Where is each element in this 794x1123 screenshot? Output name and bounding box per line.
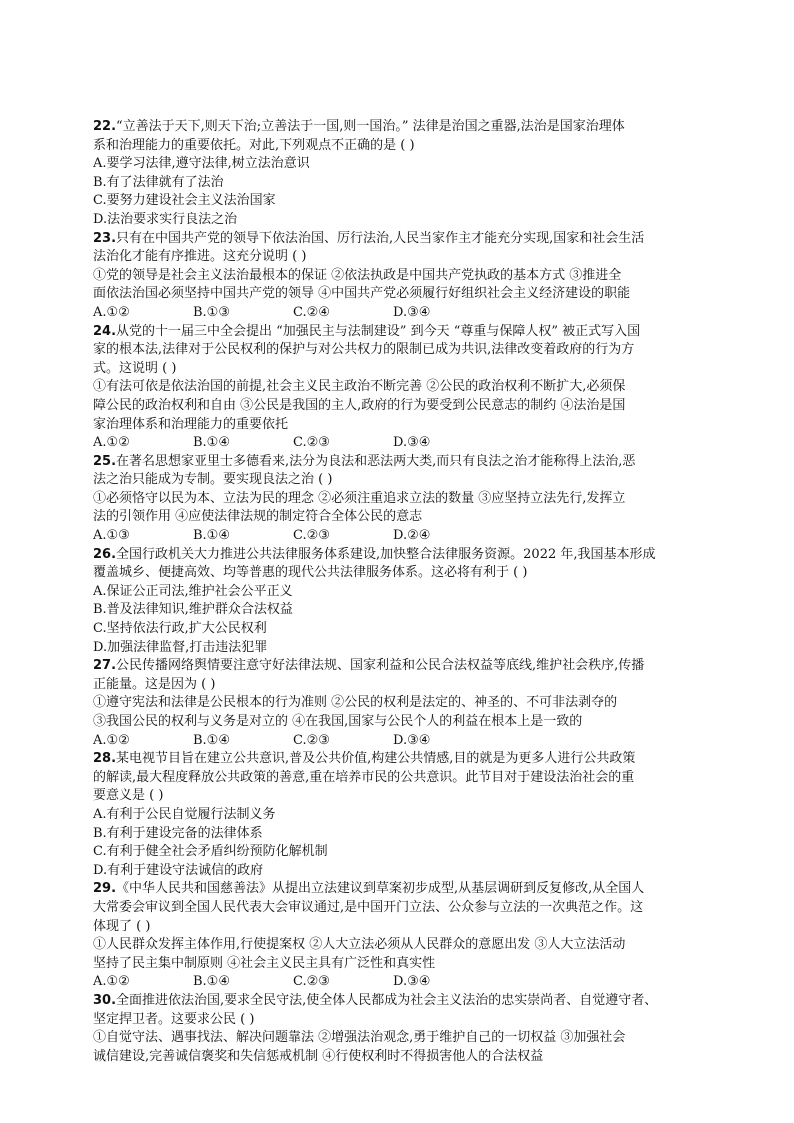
question-text: 法治化才能有序推进。这充分说明 ( ) xyxy=(93,249,307,265)
answer-option[interactable]: B.①③ xyxy=(193,304,230,320)
question-text: 障公民的政治权利和自由 ③公民是我国的主人,政府的行为要受到公民意志的制约 ④法治是国 xyxy=(93,397,626,413)
answer-option[interactable]: D.③④ xyxy=(393,974,431,990)
question-29 xyxy=(93,880,715,992)
question-line xyxy=(93,806,715,825)
question-stem-first-line xyxy=(93,546,715,565)
answer-option[interactable]: A.①② xyxy=(93,732,130,748)
question-number: 27. xyxy=(93,658,117,674)
question-text: 公民传播网络舆情要注意守好法律法规、国家利益和公民合法权益等底线,维护社会秩序,传播 xyxy=(116,658,645,674)
question-stem-first-line xyxy=(93,118,715,137)
question-line xyxy=(93,1011,715,1030)
question-line xyxy=(93,490,715,509)
question-text: 家的根本法,法律对于公民权利的保护与对公共权力的限制已成为共识,法律改变着政府的行为方 xyxy=(93,342,635,358)
question-text: C.坚持依法行政,扩大公民权利 xyxy=(93,621,267,637)
question-26 xyxy=(93,546,715,658)
question-text: 全国行政机关大力推进公共法律服务体系建设,加快整合法律服务资源。2022 年,我国基本形成 xyxy=(116,546,656,562)
answer-option[interactable]: B.①④ xyxy=(193,732,230,748)
question-line xyxy=(93,378,715,397)
question-text: A.要学习法律,遵守法律,树立法治意识 xyxy=(93,156,310,172)
question-25 xyxy=(93,453,715,546)
exam-page xyxy=(93,118,715,1066)
question-stem-first-line xyxy=(93,880,715,899)
question-line xyxy=(93,360,715,379)
question-line xyxy=(93,192,715,211)
question-text: 式。这说明 ( ) xyxy=(93,360,177,376)
answer-option[interactable]: A.①③ xyxy=(93,528,130,544)
question-text: 法的引领作用 ④应使法律法规的制定符合全体公民的意志 xyxy=(93,509,423,525)
question-text: 要意义是 ( ) xyxy=(93,788,164,804)
question-stem-first-line xyxy=(93,657,715,676)
answer-option[interactable]: D.③④ xyxy=(393,732,431,748)
question-text: 坚持了民主集中制原则 ④社会主义民主具有广泛性和真实性 xyxy=(93,955,436,971)
question-24 xyxy=(93,323,715,453)
answer-option[interactable]: B.①④ xyxy=(193,435,230,451)
question-line xyxy=(93,248,715,267)
question-line xyxy=(93,211,715,230)
question-number: 22. xyxy=(93,119,117,134)
question-30 xyxy=(93,992,715,1066)
answer-option[interactable]: C.②③ xyxy=(293,528,330,544)
question-27 xyxy=(93,657,715,750)
question-text: 正能量。这是因为 ( ) xyxy=(93,676,216,692)
answer-option[interactable]: C.②③ xyxy=(293,435,330,451)
question-line xyxy=(93,694,715,713)
answer-options xyxy=(93,732,715,751)
answer-option[interactable]: A.①② xyxy=(93,304,130,320)
question-text: ①人民群众发挥主体作用,行使提案权 ②人大立法必须从人民群众的意愿出发 ③人大立法活动 xyxy=(93,937,626,953)
question-text: ①必须恪守以民为本、立法为民的理念 ②必须注重追求立法的数量 ③应坚持立法先行,发挥立 xyxy=(93,490,626,506)
question-stem-first-line xyxy=(93,992,715,1011)
question-line xyxy=(93,601,715,620)
question-text: 诚信建设,完善诚信褒奖和失信惩戒机制 ④行使权利时不得损害他人的合法权益 xyxy=(93,1048,544,1064)
question-line xyxy=(93,285,715,304)
question-line xyxy=(93,862,715,881)
question-line xyxy=(93,769,715,788)
question-line xyxy=(93,843,715,862)
question-line xyxy=(93,267,715,286)
question-text: B.有了法律就有了法治 xyxy=(93,174,224,190)
question-line xyxy=(93,620,715,639)
question-number: 30. xyxy=(93,992,117,1008)
question-text: 面依法治国必须坚持中国共产党的领导 ④中国共产党必须履行好组织社会主义经济建设的职能 xyxy=(93,286,631,302)
question-line xyxy=(93,471,715,490)
answer-option[interactable]: C.②③ xyxy=(293,732,330,748)
question-22 xyxy=(93,118,715,230)
question-text: ③我国公民的权利与义务是对立的 ④在我国,国家与公民个人的利益在根本上是一致的 xyxy=(93,714,583,729)
question-text: 的解读,最大程度释放公共政策的善意,重在培养市民的公共意识。此节目对于建设法治社会的重 xyxy=(93,769,635,785)
question-line xyxy=(93,639,715,658)
answer-options xyxy=(93,973,715,992)
question-line xyxy=(93,918,715,937)
question-line xyxy=(93,508,715,527)
question-line xyxy=(93,1048,715,1067)
question-number: 23. xyxy=(93,230,117,246)
question-text: ①遵守宪法和法律是公民根本的行为准则 ②公民的权利是法定的、神圣的、不可非法剥夺的 xyxy=(93,695,618,711)
answer-options xyxy=(93,304,715,323)
question-text: “立善法于天下,则天下治;立善法于一国,则一国治。” 法律是治国之重器,法治是国家治理体 xyxy=(116,119,625,134)
question-text: 家治理体系和治理能力的重要依托 xyxy=(93,416,289,432)
question-text: 在著名思想家亚里士多德看来,法分为良法和恶法两大类,而只有良法之治才能称得上法治,恶 xyxy=(116,453,636,469)
question-line xyxy=(93,676,715,695)
question-text: 坚定捍卫者。这要求公民 ( ) xyxy=(93,1011,255,1027)
question-text: 全面推进依法治国,要求全民守法,使全体人民都成为社会主义法治的忠实崇尚者、自觉遵守者、 xyxy=(116,992,658,1008)
question-line xyxy=(93,341,715,360)
question-text: 体现了 ( ) xyxy=(93,918,151,934)
question-stem-first-line xyxy=(93,230,715,249)
question-line xyxy=(93,787,715,806)
answer-option[interactable]: B.①④ xyxy=(193,974,230,990)
question-text: 覆盖城乡、便捷高效、均等普惠的现代公共法律服务体系。这必将有利于 ( ) xyxy=(93,565,528,581)
answer-option[interactable]: B.①④ xyxy=(193,528,230,544)
question-number: 26. xyxy=(93,546,117,562)
question-text: 从党的十一届三中全会提出 “加强民主与法制建设” 到今天 “尊重与保障人权” 被正式写入国 xyxy=(116,323,641,339)
answer-option[interactable]: D.③④ xyxy=(393,304,431,320)
question-line xyxy=(93,825,715,844)
question-stem-first-line xyxy=(93,750,715,769)
answer-options xyxy=(93,434,715,453)
question-line xyxy=(93,583,715,602)
question-text: B.普及法律知识,维护群众合法权益 xyxy=(93,602,293,618)
question-text: D.法治要求实行良法之治 xyxy=(93,211,238,227)
answer-option[interactable]: A.①② xyxy=(93,974,130,990)
question-text: 系和治理能力的重要依托。对此,下列观点不正确的是 ( ) xyxy=(93,137,415,153)
question-text: C.要努力建设社会主义法治国家 xyxy=(93,193,276,209)
question-line xyxy=(93,936,715,955)
answer-options xyxy=(93,527,715,546)
question-23 xyxy=(93,230,715,323)
question-line xyxy=(93,416,715,435)
answer-option[interactable]: C.②③ xyxy=(293,974,330,990)
question-line xyxy=(93,1029,715,1048)
question-line xyxy=(93,174,715,193)
question-text: 《中华人民共和国慈善法》从提出立法建议到草案初步成型,从基层调研到反复修改,从全国人 xyxy=(116,881,645,897)
question-text: A.保证公正司法,维护社会公平正义 xyxy=(93,583,293,599)
question-text: 大常委会审议到全国人民代表大会审议通过,是中国开门立法、公众参与立法的一次典范之作。这 xyxy=(93,899,644,915)
answer-option[interactable]: C.②④ xyxy=(293,304,330,320)
question-text: ①自觉守法、遇事找法、解决问题靠法 ②增强法治观念,勇于维护自己的一切权益 ③加强社会 xyxy=(93,1030,626,1046)
question-line xyxy=(93,137,715,156)
question-line xyxy=(93,713,715,732)
question-line xyxy=(93,564,715,583)
question-number: 28. xyxy=(93,751,117,767)
question-text: A.有利于公民自觉履行法制义务 xyxy=(93,806,276,822)
question-number: 25. xyxy=(93,453,117,469)
question-line xyxy=(93,899,715,918)
question-line xyxy=(93,955,715,974)
question-28 xyxy=(93,750,715,880)
answer-option[interactable]: D.③④ xyxy=(393,435,431,451)
question-line xyxy=(93,397,715,416)
question-text: D.加强法律监督,打击违法犯罪 xyxy=(93,639,268,655)
question-stem-first-line xyxy=(93,323,715,342)
question-text: 某电视节目旨在建立公共意识,普及公共价值,构建公共情感,目的就是为更多人进行公共政策 xyxy=(116,751,636,767)
answer-option[interactable]: D.②④ xyxy=(393,528,431,544)
answer-option[interactable]: A.①② xyxy=(93,435,130,451)
question-text: D.有利于建设守法诚信的政府 xyxy=(93,862,264,878)
question-stem-first-line xyxy=(93,453,715,472)
question-line xyxy=(93,155,715,174)
question-text: 只有在中国共产党的领导下依法治国、厉行法治,人民当家作主才能充分实现,国家和社会生活 xyxy=(116,230,645,246)
question-number: 24. xyxy=(93,323,117,339)
question-text: 法之治只能成为专制。要实现良法之治 ( ) xyxy=(93,472,333,488)
question-text: ①党的领导是社会主义法治最根本的保证 ②依法执政是中国共产党执政的基本方式 ③推进全 xyxy=(93,267,622,283)
question-text: ①有法可依是依法治国的前提,社会主义民主政治不断完善 ②公民的政治权利不断扩大,必须保 xyxy=(93,379,626,395)
question-text: B.有利于建设完备的法律体系 xyxy=(93,825,263,841)
question-number: 29. xyxy=(93,881,117,897)
question-text: C.有利于健全社会矛盾纠纷预防化解机制 xyxy=(93,844,328,860)
